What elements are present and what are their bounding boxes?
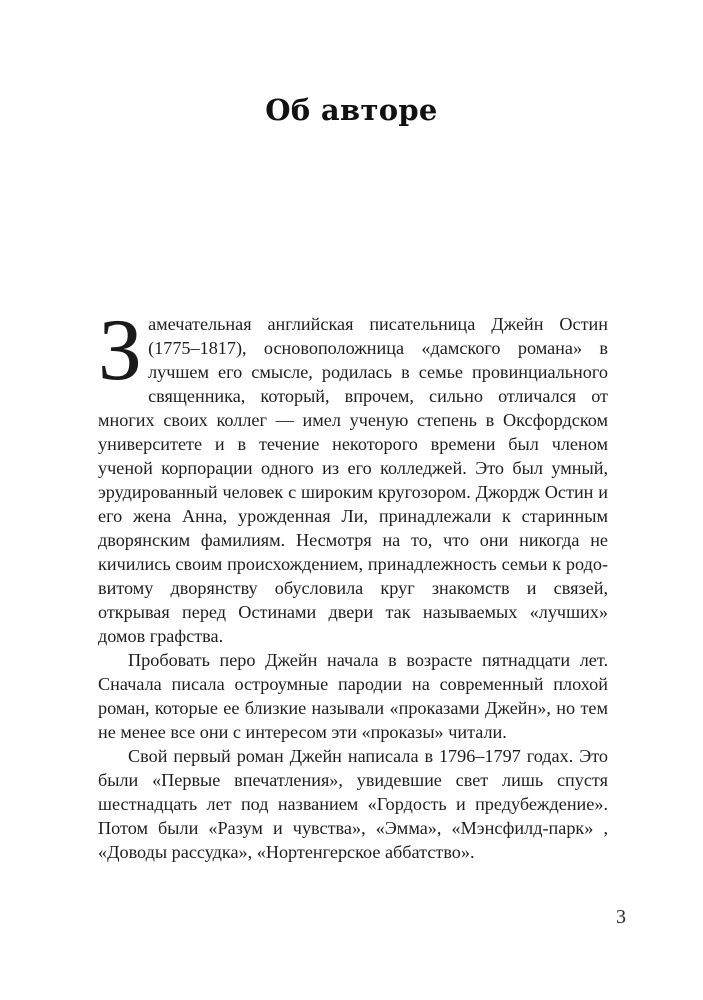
article-body xyxy=(98,302,608,864)
paragraph-1-text: амечательная английская писательница Джейн Остин (1775–1817), основоположница «дамского романа» в лучшем его смысле, родилась в семье провинциального священника, который, впрочем, сильно отличался от многих своих коллег — имел ученую степень в Оксфордском университете и в течение некоторого времени был членом ученой корпорации одного из его колледжей. Это был умный, эрудированный человек с широким кругозором. Джордж Остин и его жена Анна, урожденная Ли, принадлежали к старинным дворянским фамилиям. Несмотря на то, что они никогда не кичились своим происхождением, принадлежность семьи к родовитому дворянству обусловила круг знакомств и связей, открывая перед Остинами двери так называемых «лучших» домов графства. xyxy=(98,314,608,646)
page-title: Об авторе xyxy=(265,93,438,127)
paragraph-2: Пробовать перо Джейн начала в возрасте пятнадцати лет. Сначала писала остроумные пародии на современный плохой роман, которые ее близкие называли «проказами Джейн», но тем не менее все они с интересом эти «проказы» читали. xyxy=(98,650,608,742)
page-number: 3 xyxy=(616,906,626,928)
paragraph-3: Свой первый роман Джейн написала в 1796–1797 годах. Это были «Первые впечатления», увидевшие свет лишь спустя шестнадцать лет под названием «Гордость и предубеждение». Потом были «Разум и чувства», «Эмма», «Мэнсфилд-парк» , «Доводы рассудка», «Нортенгерское аббатство». xyxy=(98,746,608,862)
drop-cap: З xyxy=(98,302,143,399)
paragraph-1 xyxy=(98,302,608,648)
